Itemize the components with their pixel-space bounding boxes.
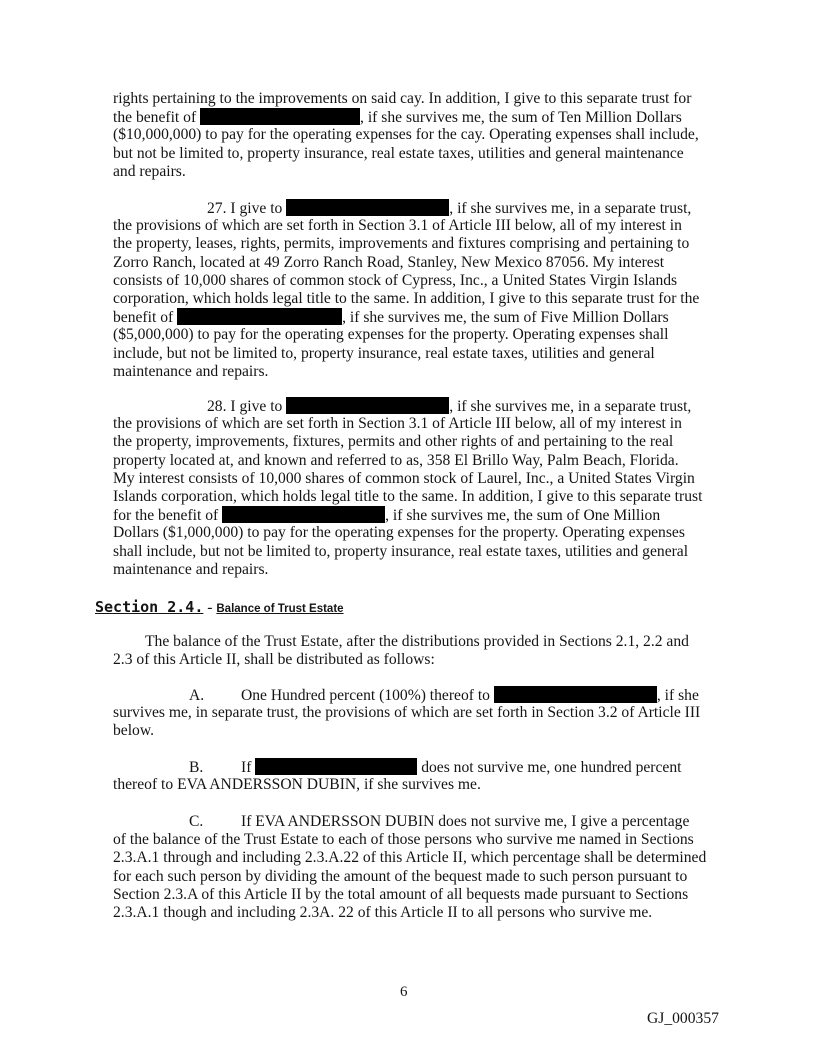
text-line: the property, leases, rights, permits, improvements and fixtures comprising and pertaining to — [113, 235, 690, 253]
text-line — [113, 758, 723, 776]
text-line — [113, 308, 723, 326]
text-line: The balance of the Trust Estate, after the distributions provided in Sections 2.1, 2.2 and — [145, 633, 689, 650]
text-fragment: One Hundred percent (100%) thereof to — [241, 687, 490, 704]
text-line — [113, 506, 723, 524]
text-fragment: , if she survives me, in a separate trust, — [449, 200, 692, 217]
text-line: corporation, which holds legal title to the same. In addition, I give to this separate trust for the — [113, 289, 700, 307]
text-fragment: , if she — [656, 687, 699, 704]
text-line — [113, 397, 723, 415]
text-line: 2.3.A.1 through and including 2.3.A.22 of this Article II, which percentage shall be determined — [113, 849, 707, 867]
text-line: include, but not be limited to, property insurance, real estate taxes, utilities and general — [113, 344, 655, 362]
text-fragment: , if she survives me, the sum of Five Million Dollars — [342, 309, 669, 327]
text-fragment: If EVA ANDERSSON DUBIN does not survive me, I give a percentage — [241, 813, 690, 830]
text-line: Section 2.3.A of this Article II by the total amount of all bequests made pursuant to Sections — [113, 885, 689, 903]
paragraph-continuation — [113, 90, 723, 181]
text-line: shall include, but not be limited to, property insurance, real estate taxes, utilities and general — [113, 542, 689, 560]
text-line: Islands corporation, which holds legal title to the same. In addition, I give to this separate trust — [113, 487, 703, 505]
text-line: but not be limited to, property insurance, real estate taxes, utilities and general maintenance — [113, 144, 684, 162]
redaction-box — [286, 397, 449, 414]
redaction-box — [494, 686, 657, 703]
text-line: My interest consists of 10,000 shares of common stock of Laurel, Inc., a United States Virgin — [113, 469, 695, 487]
text-fragment: for the benefit of — [113, 507, 219, 525]
text-line: of the balance of the Trust Estate to each of those persons who survive me named in Sections — [113, 831, 694, 849]
item-a — [113, 686, 723, 741]
text-line: property located at, and known and referred to as, 358 El Brillo Way, Palm Beach, Florida. — [113, 451, 679, 469]
text-fragment: does not survive me, one hundred percent — [421, 759, 682, 776]
item-c — [113, 813, 723, 922]
text-line — [113, 813, 723, 831]
bates-number: GJ_000357 — [647, 1010, 719, 1027]
text-line: the property, improvements, fixtures, permits and other rights of and pertaining to the real — [113, 433, 674, 451]
redaction-box — [200, 108, 360, 125]
text-fragment: , if she survives me, the sum of One Million — [385, 507, 661, 525]
section-heading — [95, 598, 344, 617]
text-fragment: , if she survives me, in a separate trust, — [449, 398, 692, 415]
section-dash: - — [203, 599, 217, 616]
redaction-box — [177, 308, 342, 325]
item-label: C. — [189, 813, 204, 830]
redaction-box — [255, 758, 417, 775]
text-line: ($5,000,000) to pay for the operating expenses for the property. Operating expenses shall — [113, 326, 669, 344]
text-line: Dollars ($1,000,000) to pay for the operating expenses for the property. Operating expenses — [113, 524, 685, 542]
text-line: survives me, in separate trust, the provisions of which are set forth in Section 3.2 of Article III — [113, 704, 701, 722]
text-line: and repairs. — [113, 162, 186, 180]
text-line: for each such person by dividing the amount of the bequest made to such person pursuant to — [113, 867, 688, 885]
text-fragment: benefit of — [113, 309, 174, 327]
text-line: consists of 10,000 shares of common stock of Cypress, Inc., a United States Virgin Islands — [113, 271, 678, 289]
text-fragment: , if she survives me, the sum of Ten Million Dollars — [360, 109, 682, 127]
item-label: B. — [189, 759, 204, 776]
text-line — [113, 686, 723, 704]
redaction-box — [286, 199, 449, 216]
text-line: below. — [113, 722, 154, 740]
section-number: Section 2.4. — [95, 598, 204, 616]
text-line: maintenance and repairs. — [113, 560, 269, 578]
text-fragment: the benefit of — [113, 109, 197, 127]
redaction-box — [222, 506, 385, 523]
item-b — [113, 758, 723, 794]
text-line: ($10,000,000) to pay for the operating expenses for the cay. Operating expenses shall include, — [113, 126, 699, 144]
paragraph-28 — [113, 397, 723, 579]
text-line: 2.3.A.1 though and including 2.3A. 22 of this Article II to all persons who survive me. — [113, 903, 653, 921]
text-fragment: If — [241, 759, 252, 776]
text-line: rights pertaining to the improvements on said cay. In addition, I give to this separate trust for — [113, 90, 692, 107]
text-line: maintenance and repairs. — [113, 362, 269, 380]
page-number: 6 — [400, 984, 408, 1000]
text-line: the provisions of which are set forth in Section 3.1 of Article III below, all of my interest in — [113, 415, 682, 433]
text-line: thereof to EVA ANDERSSON DUBIN, if she survives me. — [113, 776, 481, 794]
paragraph-balance-intro — [113, 633, 723, 669]
text-line — [113, 199, 723, 217]
text-line — [113, 108, 723, 126]
item-label: A. — [189, 687, 205, 704]
paragraph-number: 27. I give to — [207, 200, 283, 217]
text-line: the provisions of which are set forth in Section 3.1 of Article III below, all of my interest in — [113, 217, 682, 235]
paragraph-number: 28. I give to — [207, 398, 283, 415]
paragraph-27 — [113, 199, 723, 381]
text-line: Zorro Ranch, located at 49 Zorro Ranch Road, Stanley, New Mexico 87056. My interest — [113, 253, 665, 271]
text-line: 2.3 of this Article II, shall be distributed as follows: — [113, 651, 435, 669]
section-title: Balance of Trust Estate — [216, 603, 344, 615]
